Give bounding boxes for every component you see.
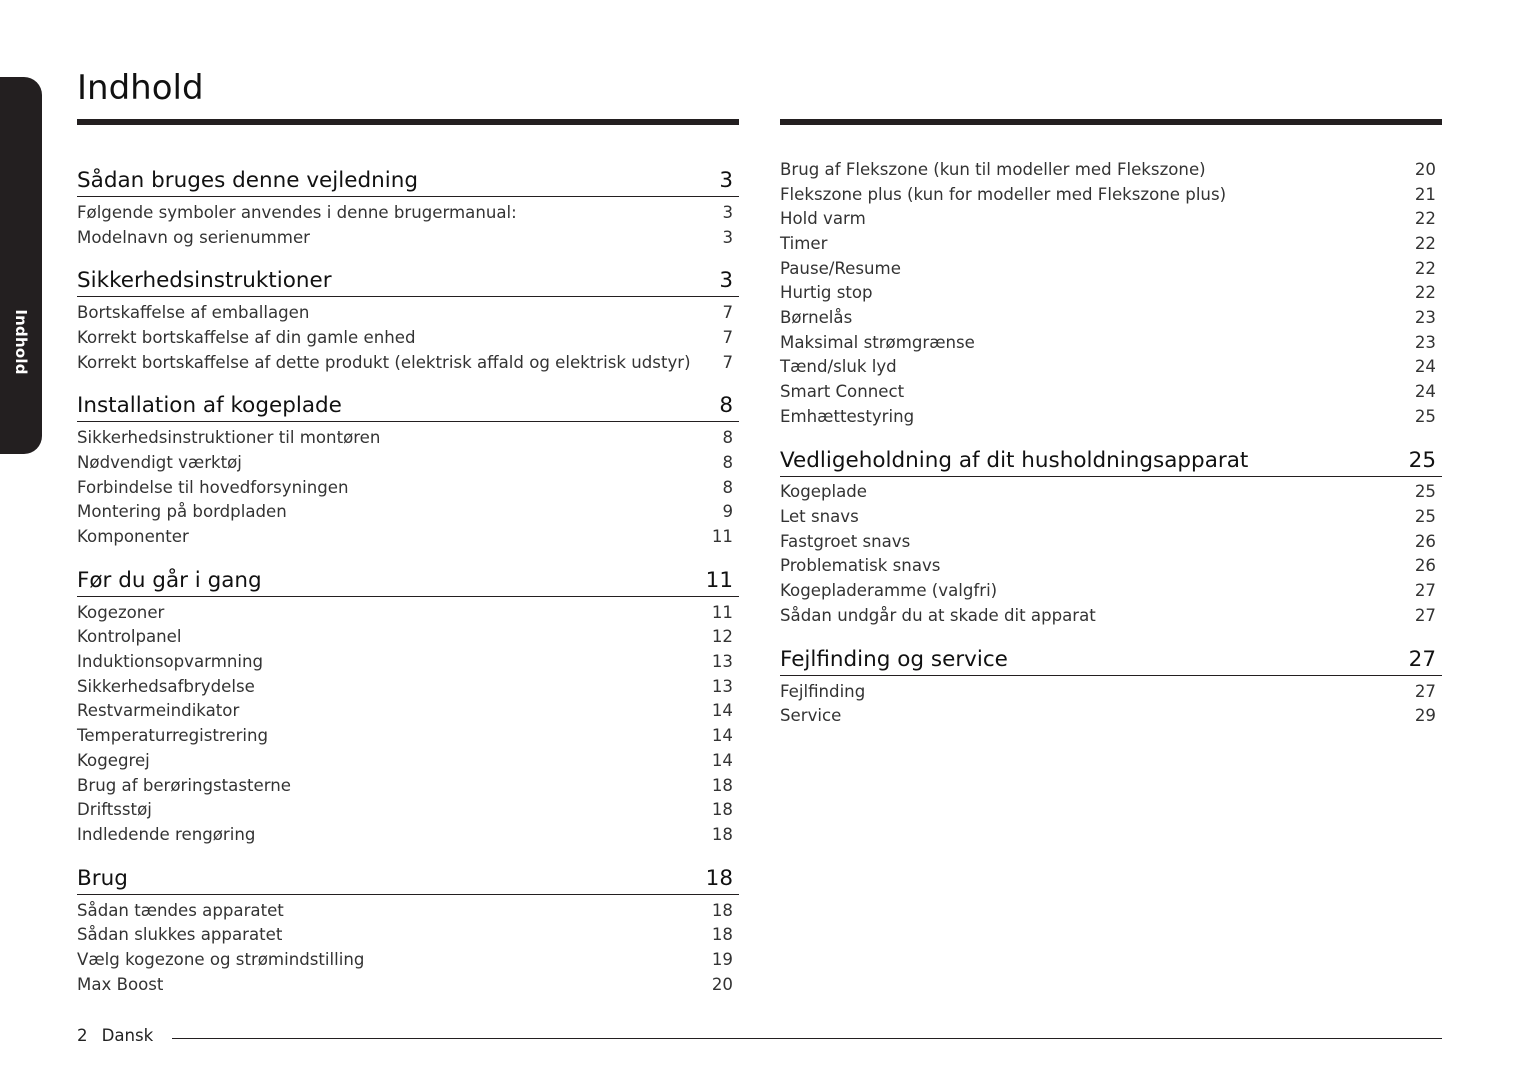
toc-entry-label: Service (780, 706, 842, 726)
toc-entry-page: 9 (722, 502, 733, 522)
toc-section-page: 3 (719, 268, 733, 294)
toc-entry-label: Kontrolpanel (77, 627, 182, 647)
toc-entry-page: 8 (722, 428, 733, 448)
toc-section-heading[interactable] (77, 257, 739, 297)
toc-entry-page: 24 (1414, 357, 1436, 377)
toc-entry[interactable] (77, 723, 739, 748)
toc-entry-label: Max Boost (77, 974, 164, 994)
toc-entry-label: Induktionsopvarmning (77, 652, 264, 672)
toc-entry-page: 12 (711, 627, 733, 647)
toc-entry-page: 22 (1414, 209, 1436, 229)
toc-entry[interactable] (77, 649, 739, 674)
toc-entry-page: 11 (711, 602, 733, 622)
toc-entry-label: Børnelås (780, 307, 853, 327)
toc-entry-label: Temperaturregistrering (77, 726, 269, 746)
toc-section (77, 157, 739, 249)
toc-section-page: 8 (719, 393, 733, 419)
footer-language: Dansk (101, 1026, 154, 1045)
toc-entry-label: Hold varm (780, 209, 866, 229)
toc-entry-label: Korrekt bortskaffelse af dette produkt (elektrisk affald og elektrisk udstyr) (77, 352, 691, 372)
toc-entry[interactable] (77, 475, 739, 500)
toc-entry[interactable] (780, 355, 1442, 380)
toc-entry[interactable] (77, 200, 739, 225)
toc-right-column (780, 157, 1442, 728)
toc-entry[interactable] (77, 699, 739, 724)
toc-section-title: Fejlfinding og service (780, 646, 1008, 672)
footer-page-number: 2 (77, 1026, 88, 1045)
toc-entry-label: Kogezoner (77, 602, 165, 622)
toc-entry-page: 11 (711, 527, 733, 547)
toc-section-title: Sådan bruges denne vejledning (77, 168, 418, 193)
toc-section-page: 27 (1408, 646, 1436, 672)
toc-entry[interactable] (77, 450, 739, 475)
toc-entry[interactable] (780, 603, 1442, 628)
toc-section (77, 557, 739, 847)
toc-entry-label: Forbindelse til hovedforsyningen (77, 477, 349, 497)
toc-entry-page: 18 (711, 824, 733, 844)
toc-entry[interactable] (780, 679, 1442, 704)
toc-entry-label: Hurtig stop (780, 283, 873, 303)
toc-entry-page: 13 (711, 652, 733, 672)
toc-entry-label: Let snavs (780, 507, 859, 527)
toc-entry[interactable] (77, 898, 739, 923)
toc-section-title: Brug (77, 865, 128, 891)
toc-entry[interactable] (780, 157, 1442, 182)
toc-entry-page: 25 (1414, 482, 1436, 502)
toc-entry-page: 7 (722, 303, 733, 323)
toc-entry-label: Smart Connect (780, 382, 905, 402)
toc-entry[interactable] (780, 182, 1442, 207)
toc-entry[interactable] (77, 225, 739, 250)
toc-entry-page: 14 (711, 750, 733, 770)
toc-section (77, 257, 739, 374)
toc-entry-page: 29 (1414, 706, 1436, 726)
toc-section (780, 636, 1442, 728)
footer-rule (172, 1038, 1442, 1039)
toc-entry[interactable] (780, 256, 1442, 281)
page-title: Indhold (77, 68, 204, 108)
toc-entry[interactable] (77, 500, 739, 525)
toc-entry[interactable] (780, 504, 1442, 529)
toc-entry-page: 26 (1414, 556, 1436, 576)
toc-entry-page: 23 (1414, 332, 1436, 352)
toc-entry-page: 20 (711, 974, 733, 994)
toc-entry-label: Nødvendigt værktøj (77, 452, 242, 472)
toc-entry-page: 13 (711, 676, 733, 696)
toc-entry[interactable] (77, 425, 739, 450)
toc-section-heading[interactable] (77, 382, 739, 422)
toc-section (77, 855, 739, 997)
toc-entry[interactable] (780, 231, 1442, 256)
toc-entry-label: Pause/Resume (780, 258, 901, 278)
toc-entry-label: Fejlfinding (780, 681, 866, 701)
toc-entry[interactable] (77, 748, 739, 773)
toc-section-page: 11 (705, 567, 733, 593)
toc-section-page: 25 (1408, 447, 1436, 473)
toc-entry[interactable] (77, 822, 739, 847)
toc-entry-page: 22 (1414, 233, 1436, 253)
toc-entry-page: 22 (1414, 258, 1436, 278)
toc-entry-page: 21 (1414, 184, 1436, 204)
toc-section-heading[interactable] (77, 855, 739, 895)
toc-entry-label: Timer (780, 233, 828, 253)
toc-entry-label: Sikkerhedsinstruktioner til montøren (77, 428, 381, 448)
toc-entry[interactable] (780, 578, 1442, 603)
toc-entry-label: Sådan slukkes apparatet (77, 925, 283, 945)
toc-entry-page: 22 (1414, 283, 1436, 303)
toc-entry-page: 7 (722, 352, 733, 372)
toc-section-title: Før du går i gang (77, 567, 262, 593)
toc-entry-page: 18 (711, 800, 733, 820)
toc-entry-page: 3 (722, 202, 733, 222)
toc-entry[interactable] (77, 600, 739, 625)
toc-entry[interactable] (77, 947, 739, 972)
toc-left-column (77, 157, 739, 997)
toc-entry[interactable] (780, 404, 1442, 429)
toc-entry-label: Komponenter (77, 527, 189, 547)
toc-entry-page: 20 (1414, 159, 1436, 179)
toc-entry-page: 27 (1414, 681, 1436, 701)
toc-section (780, 437, 1442, 628)
toc-entry[interactable] (780, 206, 1442, 231)
toc-entry-label: Driftsstøj (77, 800, 152, 820)
toc-entry-page: 8 (722, 452, 733, 472)
toc-entry-page: 18 (711, 900, 733, 920)
toc-entry[interactable] (77, 625, 739, 650)
toc-entry[interactable] (780, 529, 1442, 554)
toc-entry[interactable] (77, 300, 739, 325)
toc-entry[interactable] (77, 674, 739, 699)
toc-section-heading[interactable] (77, 557, 739, 597)
toc-entry-label: Restvarmeindikator (77, 701, 240, 721)
toc-entry-page: 18 (711, 925, 733, 945)
toc-entry[interactable] (780, 703, 1442, 728)
toc-entry[interactable] (780, 379, 1442, 404)
toc-section (780, 157, 1442, 429)
toc-entry[interactable] (77, 524, 739, 549)
toc-entry-label: Følgende symboler anvendes i denne brugermanual: (77, 202, 517, 222)
toc-section-title: Vedligeholdning af dit husholdningsapparat (780, 447, 1249, 473)
title-rule-right (780, 119, 1442, 125)
toc-entry-label: Bortskaffelse af emballagen (77, 303, 310, 323)
toc-entry-label: Tænd/sluk lyd (780, 357, 897, 377)
toc-entry-page: 23 (1414, 307, 1436, 327)
toc-entry-page: 27 (1414, 581, 1436, 601)
toc-entry-label: Sådan tændes apparatet (77, 900, 284, 920)
toc-entry-label: Sådan undgår du at skade dit apparat (780, 605, 1096, 625)
toc-entry-label: Modelnavn og serienummer (77, 227, 310, 247)
toc-entry[interactable] (780, 330, 1442, 355)
toc-entry-label: Korrekt bortskaffelse af din gamle enhed (77, 327, 416, 347)
toc-section (77, 382, 739, 548)
toc-entry[interactable] (780, 305, 1442, 330)
toc-entry-label: Brug af Flekszone (kun til modeller med Flekszone) (780, 159, 1206, 179)
toc-entry-page: 18 (711, 775, 733, 795)
toc-section-heading[interactable] (780, 437, 1442, 477)
toc-entry-label: Fastgroet snavs (780, 531, 911, 551)
toc-entry-label: Kogepladeramme (valgfri) (780, 581, 998, 601)
title-rule-left (77, 119, 739, 125)
toc-entry-page: 3 (722, 227, 733, 247)
side-tab-label: Indhold (12, 309, 30, 375)
toc-entry-label: Emhættestyring (780, 406, 915, 426)
toc-entry-label: Maksimal strømgrænse (780, 332, 975, 352)
toc-entry-label: Montering på bordpladen (77, 502, 287, 522)
footer (77, 1026, 153, 1045)
toc-entry[interactable] (77, 350, 739, 375)
toc-section-page: 18 (705, 865, 733, 891)
toc-entry-label: Kogegrej (77, 750, 150, 770)
toc-entry-label: Problematisk snavs (780, 556, 941, 576)
toc-section-page: 3 (719, 168, 733, 193)
toc-entry-label: Kogeplade (780, 482, 868, 502)
toc-entry-label: Flekszone plus (kun for modeller med Flekszone plus) (780, 184, 1227, 204)
toc-entry-label: Brug af berøringstasterne (77, 775, 291, 795)
toc-entry-page: 19 (711, 949, 733, 969)
toc-entry[interactable] (780, 554, 1442, 579)
toc-entry-page: 14 (711, 726, 733, 746)
toc-entry[interactable] (77, 773, 739, 798)
toc-entry-page: 14 (711, 701, 733, 721)
toc-entry[interactable] (77, 325, 739, 350)
toc-entry-page: 26 (1414, 531, 1436, 551)
toc-entry-page: 25 (1414, 507, 1436, 527)
toc-entry[interactable] (77, 797, 739, 822)
toc-entry-page: 25 (1414, 406, 1436, 426)
toc-section-heading[interactable] (77, 157, 739, 197)
toc-entry-label: Vælg kogezone og strømindstilling (77, 949, 365, 969)
toc-section-heading[interactable] (780, 636, 1442, 676)
toc-entry-page: 8 (722, 477, 733, 497)
toc-entry[interactable] (77, 972, 739, 997)
toc-entry[interactable] (77, 922, 739, 947)
toc-entry-label: Sikkerhedsafbrydelse (77, 676, 255, 696)
toc-section-title: Sikkerhedsinstruktioner (77, 268, 332, 294)
toc-entry-page: 27 (1414, 605, 1436, 625)
toc-entry[interactable] (780, 480, 1442, 505)
toc-entry-page: 24 (1414, 382, 1436, 402)
side-tab (0, 77, 42, 454)
toc-entry[interactable] (780, 280, 1442, 305)
toc-entry-label: Indledende rengøring (77, 824, 256, 844)
toc-entry-page: 7 (722, 327, 733, 347)
toc-section-title: Installation af kogeplade (77, 393, 342, 419)
